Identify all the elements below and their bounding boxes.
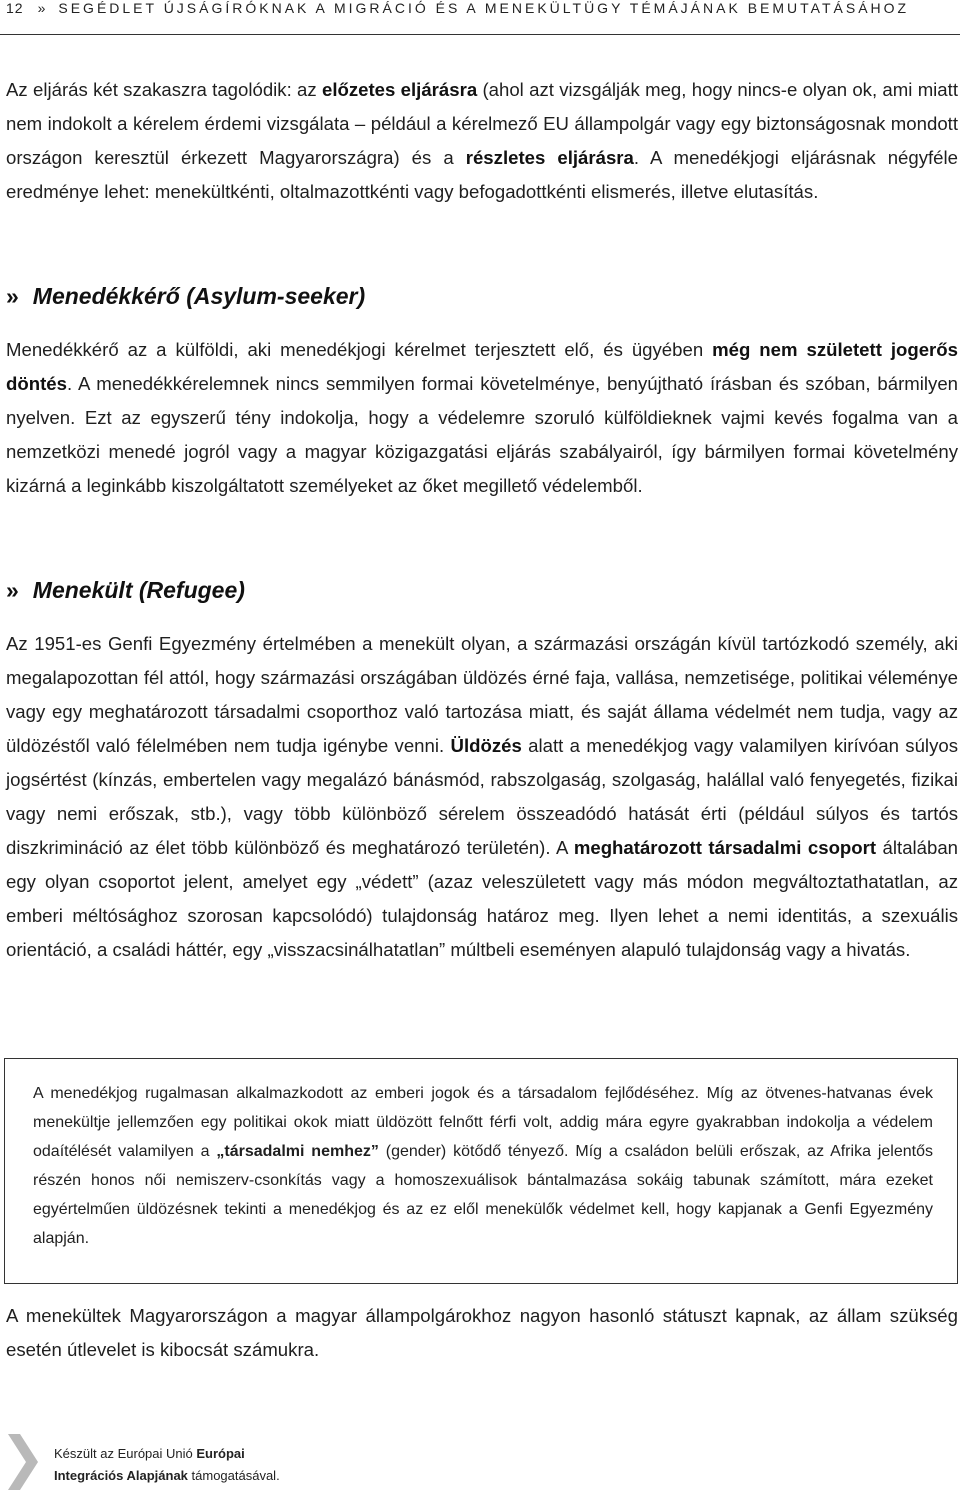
header-title: SEGÉDLET ÚJSÁGÍRÓKNAK A MIGRÁCIÓ ÉS A MENEKÜLTÜGY TÉMÁJÁNAK BEMUTATÁSÁHOZ (58, 0, 910, 16)
footer-text: támogatásával. (187, 1468, 280, 1483)
intro-text: Az eljárás két szakaszra tagolódik: az (6, 79, 322, 100)
section-marker: » (6, 577, 19, 603)
section-heading-text: Menekült (Refugee) (32, 577, 245, 603)
closing-paragraph: A menekültek Magyarországon a magyar állampolgárokhoz nagyon hasonló státuszt kapnak, az állam szükség esetén útlevelet is kibocsát számukra. (6, 1305, 958, 1360)
intro-text: . A menedékjogi eljárásnak négyféle eredménye lehet: menekültkénti, oltalmazottkénti vagy befogadottkénti elismerés, illetve elutasítás. (6, 147, 958, 202)
intro-text: (ahol azt vizsgálják meg, hogy nincs-e olyan ok, ami miatt nem indokolt a kérelem érdemi vizsgálata – például a kérelmező EU állampolgár vagy egy biztonságosnak mondott országon keresztül érkezett Magyarországra) és a (6, 79, 958, 168)
running-header (6, 0, 909, 20)
bold-term: meghatározott társadalmi csoport (573, 837, 877, 858)
asylum-seeker-paragraph (6, 333, 958, 503)
section-marker: » (6, 283, 19, 309)
box-text: A menedékjog rugalmasan alkalmazkodott az emberi jogok és a társadalom fejlődéséhez. Míg az ötvenes-hatvanas évek menekültje jellemzően egy politikai okok miatt üldözött felnőtt férfi volt, addig mára egyre gyakrabban indokolja a védelem odaítélését valamilyen a (33, 1085, 933, 1160)
paragraph-text: Menedékkérő az a külföldi, aki menedékjogi kérelmet terjesztett elő, és ügyében (6, 339, 713, 360)
box-bold-term: „társadalmi nemhez” (216, 1143, 379, 1160)
bold-term: még nem született jogerős döntés (6, 339, 958, 394)
footer-text: Készült az Európai Unió (54, 1446, 197, 1461)
bold-term: Üldözés (450, 735, 522, 756)
footer-bold: Európai (196, 1446, 245, 1461)
intro-bold-term: előzetes eljárásra (321, 79, 478, 100)
footer-bold: Integrációs Alapjának (54, 1468, 188, 1483)
paragraph-text: alatt a menedékjog vagy valamilyen kirívóan súlyos jogsértést (kínzás, embertelen vagy megalázó bánásmód, rabszolgaság, szolgaság, halállal való fenyegetés, fizikai vagy nemi erőszak, stb.), vagy több különböző sérelem összeadódó hatását érti (például súlyos és tartós diszkrimináció az élet több különböző és meghatározó területén). A (6, 735, 958, 858)
footer-credit (54, 1443, 280, 1487)
paragraph-text: általában egy olyan csoportot jelent, amelyet egy „védett” (azaz veleszületett vagy más módon megváltoztathatatlan, az emberi méltósághoz szorosan kapcsolódó) tulajdonság határoz meg. Ilyen lehet a nemi identitás, a szexuális orientáció, a családi háttér, egy „visszacsinálhatatlan” múltbeli eseményen alapuló tulajdonság vagy a hivatás. (6, 837, 959, 960)
page-number: 12 (6, 0, 24, 16)
header-separator: » (37, 0, 49, 16)
refugee-paragraph (6, 627, 958, 967)
header-rule (0, 34, 960, 35)
info-box (4, 1058, 958, 1284)
box-text: (gender) kötődő tényező. Míg a családon belüli erőszak, az Afrika jelentős részén honos női nemiszerv-csonkítás vagy a homoszexuálisok bántalmazása sokáig tabunak számított, mára ezeket egyértelműen üldözésnek tekinti a menedékjog és az ez elől menekülők védelmet kell, hogy kapjanak a Genfi Egyezmény alapján. (33, 1143, 933, 1247)
paragraph-text: . A menedékkérelemnek nincs semmilyen formai követelménye, benyújtható írásban és szóban, bármilyen nyelven. Ezt az egyszerű tény indokolja, hogy a védelemre szoruló külföldieknek vajmi kevés fogalma van a nemzetközi menedé jogról vagy a magyar közigazgatási eljárás szabályairól, így bármilyen formai követelmény kizárná a leginkább kiszolgáltatott személyeket az őket megillető védelemből. (6, 373, 958, 496)
chevron-logo-icon (8, 1434, 38, 1490)
section-heading-asylum-seeker (6, 283, 365, 310)
intro-bold-term: részletes eljárásra (465, 147, 634, 168)
info-box-text (33, 1079, 933, 1253)
paragraph-text: Az 1951-es Genfi Egyezmény értelmében a menekült olyan, a származási országán kívül tartózkodó személy, aki megalapozottan fél attól, hogy származási országában üldözés érné faja, vallása, nemzetisége, politikai véleménye vagy egy meghatározott társadalmi csoporthoz való tartozása miatt, és saját állama védelmét nem tudja, vagy az üldözéstől való félelmében nem tudja igénybe venni. (6, 633, 958, 756)
intro-paragraph (6, 73, 958, 209)
section-heading-refugee (6, 577, 245, 604)
section-heading-text: Menedékkérő (Asylum-seeker) (32, 283, 366, 309)
